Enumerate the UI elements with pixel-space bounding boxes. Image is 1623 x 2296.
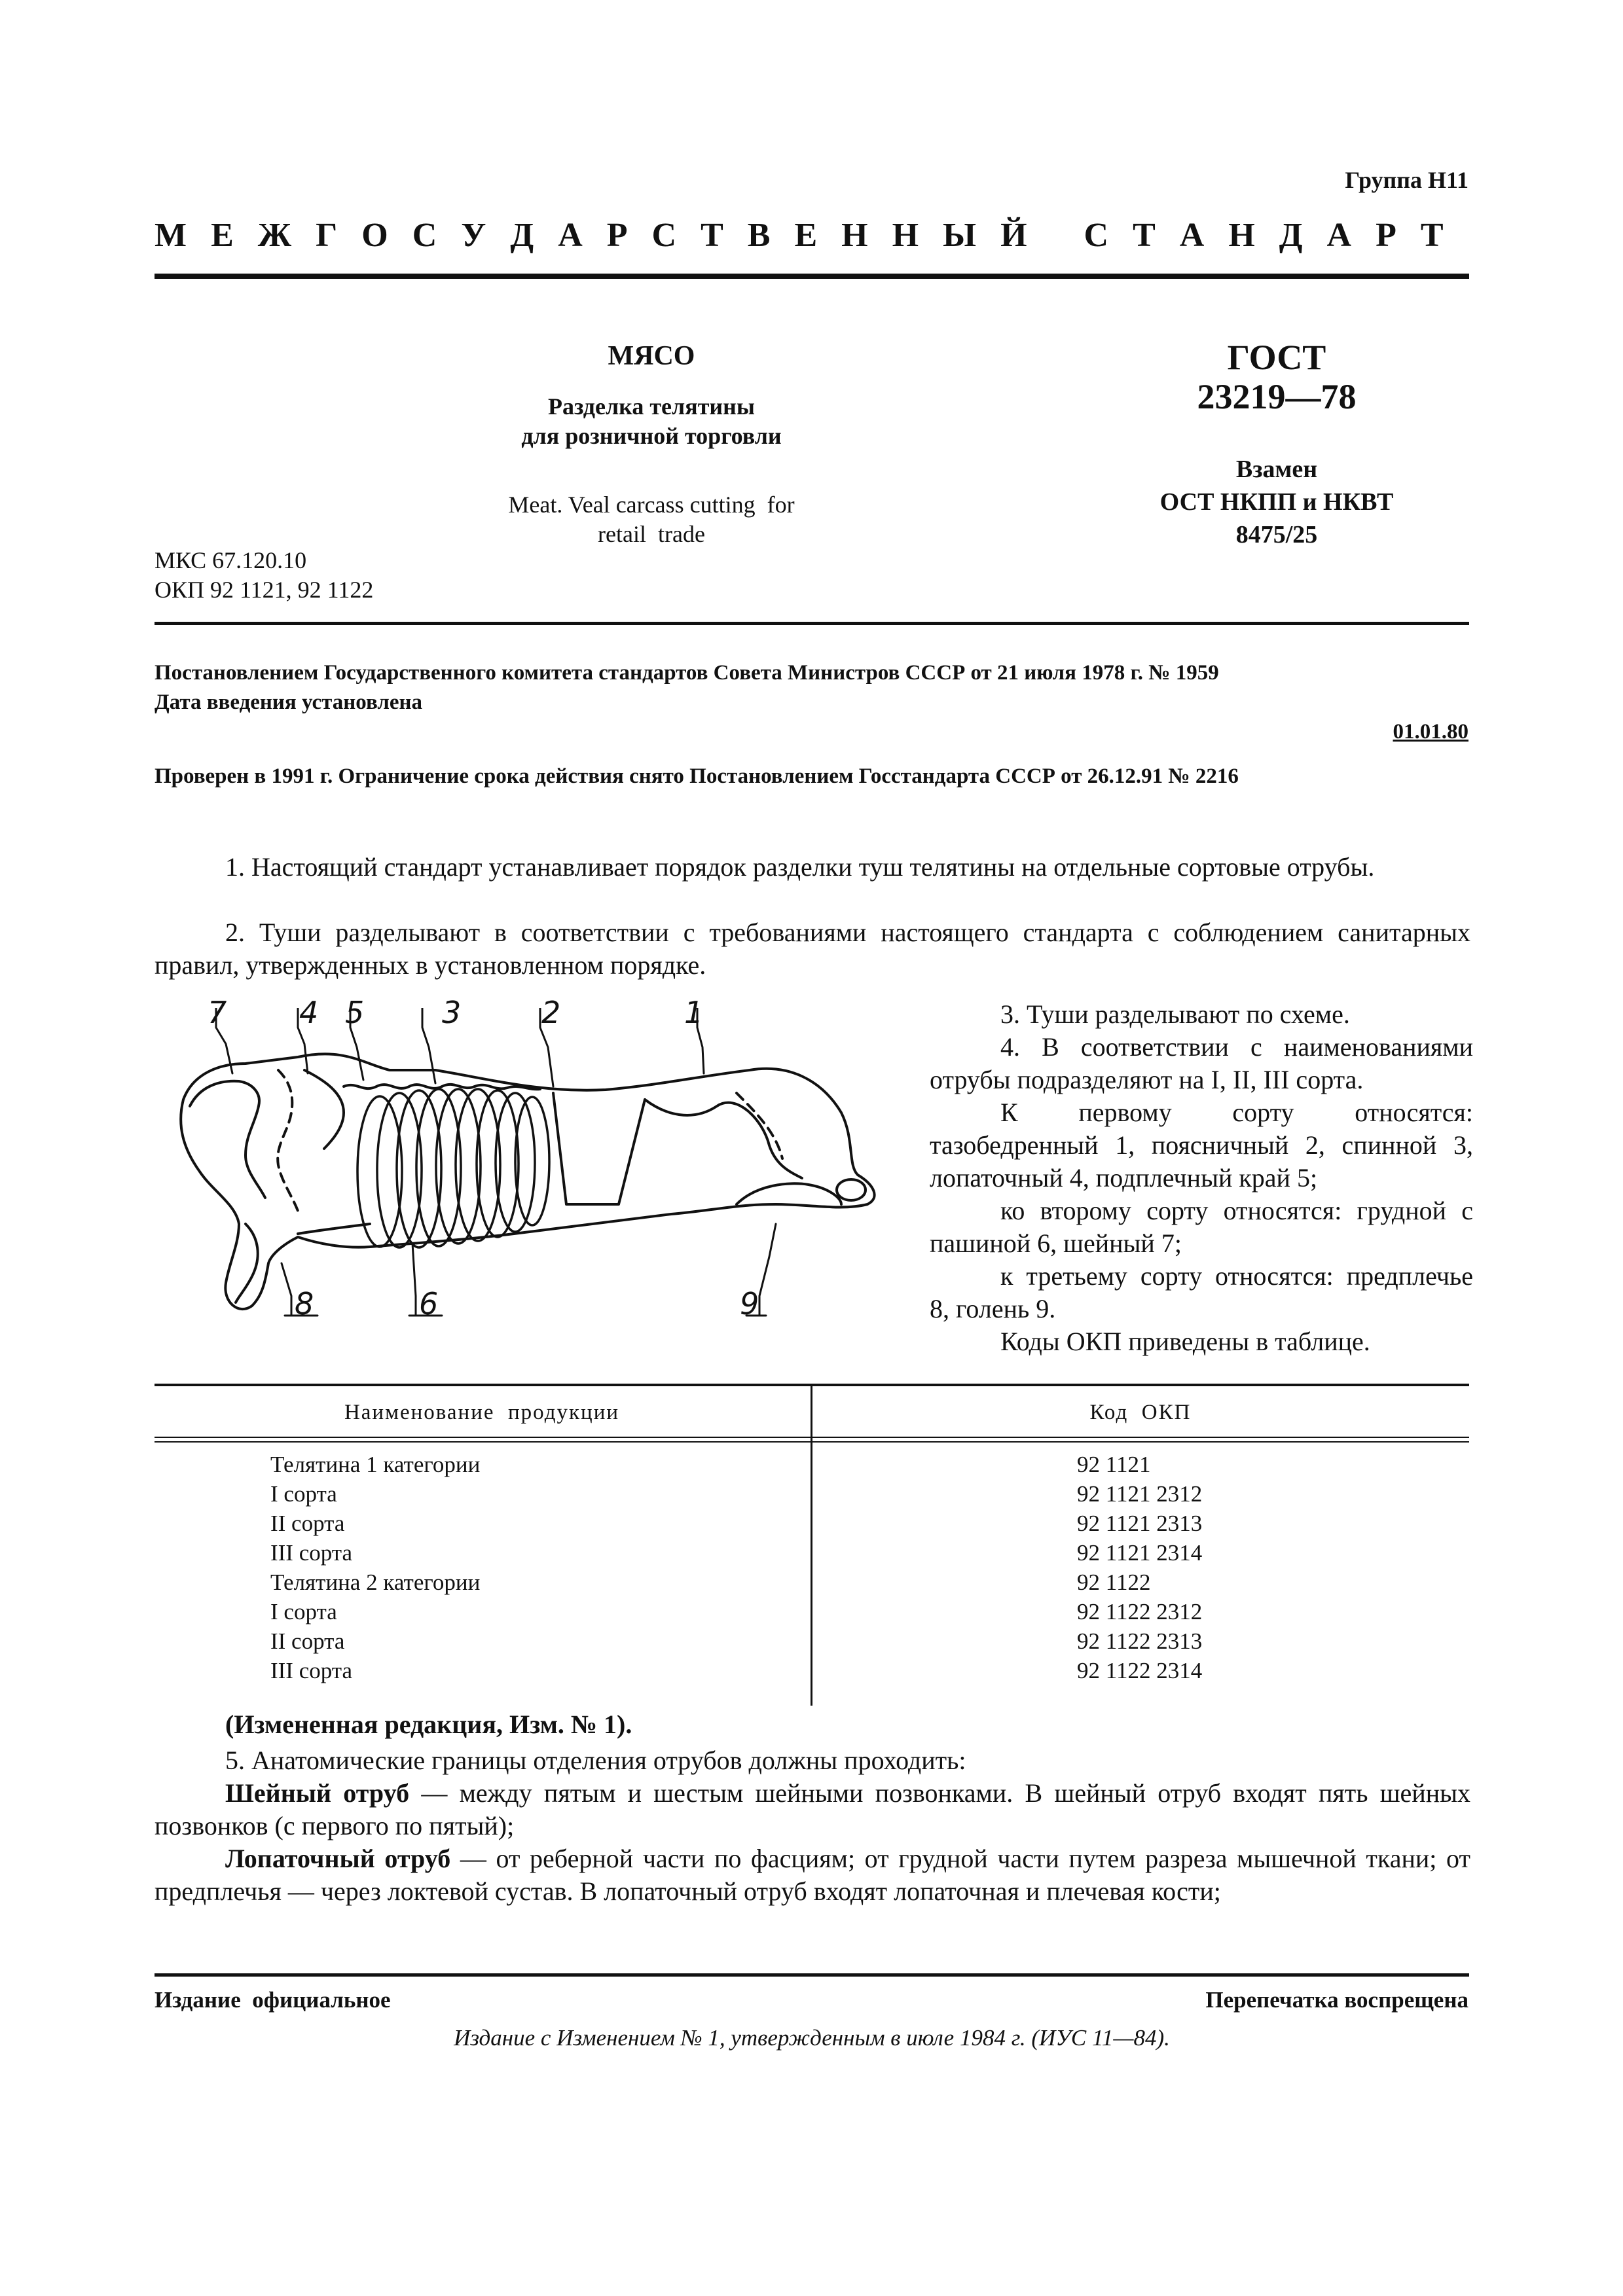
header-rule: [155, 274, 1469, 279]
table-header-col1: Наименование продукции: [344, 1401, 620, 1424]
table-row: [155, 1597, 1203, 1626]
table-row: [155, 1626, 1203, 1656]
decree-line: Постановлением Государственного комитета стандартов Совета Министров СССР от 21 июля 1978 г. № 1959: [155, 661, 1219, 685]
carcass-cutting-diagram: [147, 995, 881, 1335]
table-cell-name: III сорта: [270, 1657, 353, 1683]
table-row: [155, 1656, 1203, 1685]
mks-code: МКС 67.120.10: [155, 547, 307, 573]
english-title-2: retail trade: [598, 521, 705, 547]
table-cell-code: 92 1122 2314: [1077, 1657, 1203, 1683]
table-cell-code: 92 1122 2313: [1077, 1628, 1203, 1654]
diagram-label-8: 8: [295, 1286, 314, 1321]
edition-note: Издание с Изменением № 1, утвержденным в июле 1984 г. (ИУС 11—84).: [454, 2025, 1170, 2051]
neck-cut-definition: Шейный отруб — между пятым и шестым шейными позвонками. В шейный отруб входят пять шейных позвонков (с первого по пятый);: [155, 1778, 1471, 1840]
doc-subtitle-1: Разделка телятины: [547, 393, 755, 420]
paragraph-1: 1. Настоящий стандарт устанавливает порядок разделки туш телятины на отдельные сортовые отрубы.: [225, 852, 1375, 882]
diagram-label-2: 2: [541, 995, 561, 1030]
table-cell-code: 92 1121 2314: [1077, 1539, 1203, 1566]
table-cell-code: 92 1122 2312: [1077, 1598, 1203, 1624]
table-cell-name: I сорта: [270, 1598, 337, 1624]
gost-label: ГОСТ: [1227, 338, 1326, 377]
doc-title: МЯСО: [608, 341, 695, 371]
okp-codes-note: Коды ОКП приведены в таблице.: [1000, 1327, 1370, 1356]
diagram-label-5: 5: [345, 995, 365, 1030]
table-header-col2: Код ОКП: [1089, 1401, 1192, 1424]
paragraph-4: 4. В соответствии с наименованиями отрубы подразделяют на I, II, III сорта.: [930, 1032, 1473, 1094]
diagram-label-3: 3: [442, 995, 462, 1030]
second-grade-list: ко второму сорту относятся: грудной с пашиной 6, шейный 7;: [930, 1196, 1473, 1258]
diagram-label-9: 9: [740, 1286, 759, 1321]
replaces-line-1: ОСТ НКПП и НКВТ: [1159, 488, 1394, 516]
diagram-label-4: 4: [299, 995, 319, 1030]
diagram-label-6: 6: [419, 1286, 439, 1321]
shoulder-cut-term: Лопаточный отруб: [225, 1844, 451, 1873]
english-title-1: Meat. Veal carcass cutting for: [508, 492, 795, 518]
group-label: Группа Н11: [1345, 167, 1468, 193]
paragraph-3: 3. Туши разделывают по схеме.: [1000, 999, 1350, 1029]
table-cell-name: II сорта: [270, 1628, 345, 1654]
gost-number: 23219—78: [1197, 377, 1357, 416]
official-edition: Издание официальное: [155, 1987, 391, 2013]
diagram-label-1: 1: [684, 995, 704, 1030]
interstate-standard-heading: М Е Ж Г О С У Д А Р С Т В Е Н Н Ы Й С Т А Н Д А Р Т: [155, 217, 1451, 254]
table-cell-name: II сорта: [270, 1510, 345, 1536]
table-cell-name: III сорта: [270, 1539, 353, 1566]
footer-rule: [155, 1973, 1469, 1977]
table-row: [155, 1509, 1203, 1538]
amended-note: (Измененная редакция, Изм. № 1).: [225, 1710, 632, 1739]
intro-date-label: Дата введения установлена: [155, 691, 423, 714]
table-header-rule: [155, 1437, 1469, 1438]
doc-subtitle-2: для розничной торговли: [521, 423, 782, 449]
table-cell-code: 92 1121: [1077, 1451, 1151, 1477]
table-cell-code: 92 1122: [1077, 1569, 1151, 1595]
neck-cut-term: Шейный отруб: [225, 1778, 410, 1808]
table-cell-code: 92 1121 2312: [1077, 1480, 1203, 1507]
table-cell-name: I сорта: [270, 1480, 337, 1507]
title-rule: [155, 622, 1469, 625]
table-row: [155, 1568, 1203, 1597]
table-header-rule-2: [155, 1441, 1469, 1443]
table-cell-name: Телятина 1 категории: [270, 1451, 481, 1477]
diagram-label-7: 7: [208, 995, 227, 1030]
table-row: [155, 1479, 1203, 1509]
okp-code: ОКП 92 1121, 92 1122: [155, 577, 374, 603]
table-cell-name: Телятина 2 категории: [270, 1569, 481, 1595]
table-cell-code: 92 1121 2313: [1077, 1510, 1203, 1536]
third-grade-list: к третьему сорту относятся: предплечье 8, голень 9.: [930, 1261, 1473, 1323]
shoulder-cut-definition: Лопаточный отруб — от реберной части по фасциям; от грудной части путем разреза мышечной ткани; от предплечья — через локтевой сустав. В лопаточный отруб входят лопаточная и плечевая кости;: [155, 1844, 1470, 1906]
first-grade-list: К первому сорту относятся: тазобедренный 1, поясничный 2, спинной 3, лопаточный 4, подплечный край 5;: [930, 1098, 1473, 1193]
paragraph-5: 5. Анатомические границы отделения отрубов должны проходить:: [225, 1746, 966, 1775]
paragraph-2: 2. Туши разделывают в соответствии с требованиями настоящего стандарта с соблюдением санитарных правил, утвержденных в установленном порядке.: [155, 918, 1470, 980]
intro-date: 01.01.80: [1393, 720, 1468, 744]
table-row: [155, 1450, 1203, 1479]
table-row: [155, 1538, 1203, 1568]
checked-line: Проверен в 1991 г. Ограничение срока действия снято Постановлением Госстандарта СССР от 26.12.91 № 2216: [155, 764, 1239, 788]
okp-table: [155, 1450, 1469, 1685]
replaces-line-2: 8475/25: [1235, 521, 1318, 548]
reprint-forbidden: Перепечатка воспрещена: [1205, 1987, 1468, 2013]
replaces-label: Взамен: [1235, 456, 1318, 483]
